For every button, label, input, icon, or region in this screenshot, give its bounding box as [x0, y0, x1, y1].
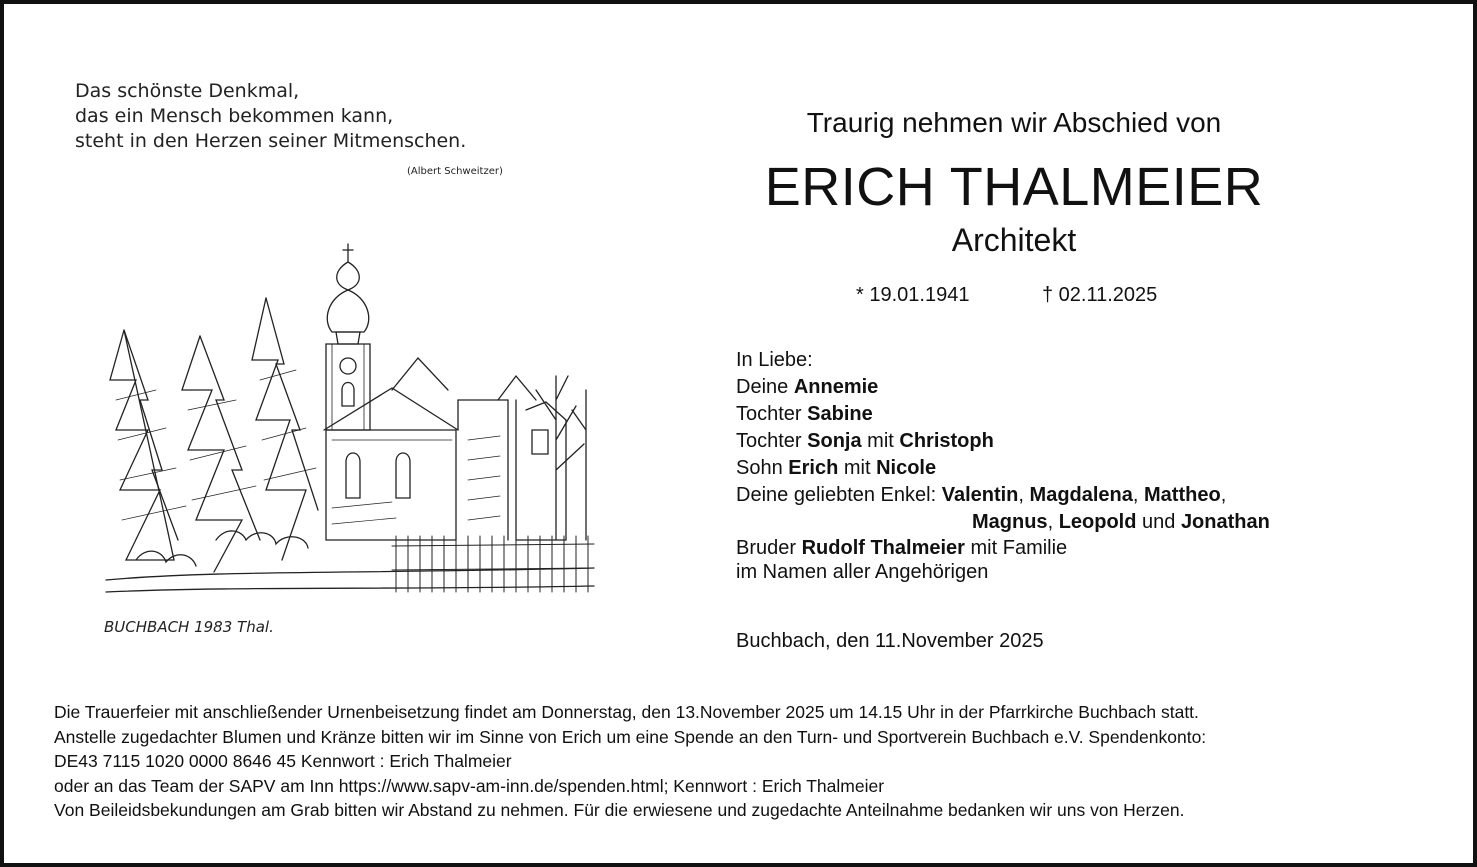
mourners-intro: In Liebe: [736, 349, 813, 371]
place-and-date: Buchbach, den 11.November 2025 [736, 630, 1044, 652]
relation-label: Bruder [736, 537, 802, 559]
quote-line: Das schönste Denkmal, [75, 80, 300, 102]
grandchild-name: Magdalena [1029, 484, 1133, 506]
notice-line: DE43 7115 1020 0000 8646 45 Kennwort : Erich Thalmeier [54, 751, 512, 771]
grandchild-name: Magnus [972, 511, 1048, 533]
quote-author: (Albert Schweitzer) [407, 166, 503, 177]
separator: , [1047, 511, 1059, 533]
grandchildren-line [736, 509, 1270, 536]
birth-date: * 19.01.1941 [856, 284, 970, 306]
deceased-name: ERICH THALMEIER [764, 157, 1264, 217]
death-date: † 02.11.2025 [1042, 284, 1158, 306]
quote-line: steht in den Herzen seiner Mitmenschen. [75, 130, 467, 152]
relation-label: Deine [736, 376, 794, 398]
quote-line: das ein Mensch bekommen kann, [75, 105, 394, 127]
relation-label: Deine geliebten Enkel: [736, 484, 942, 506]
mourner-line [736, 428, 1270, 455]
mourner-name: Christoph [899, 430, 994, 452]
church-sketch-illustration [96, 240, 596, 644]
connector-text: mit Familie [964, 537, 1068, 559]
grandchild-name: Valentin [941, 484, 1019, 506]
notice-line: Die Trauerfeier mit anschließender Urnenbeisetzung findet am Donnerstag, den 13.November 2025 um 14.15 Uhr in der Pfarrkirche Buchbach statt. [54, 702, 1199, 722]
mourner-line [736, 455, 1270, 482]
notice-line: Anstelle zugedachter Blumen und Kränze bitten wir im Sinne von Erich um eine Spende an den Turn- und Sportverein Buchbach e.V. Spendenkonto: [54, 726, 1207, 747]
deceased-profession: Architekt [951, 222, 1077, 258]
funeral-notice [54, 700, 1206, 823]
relation-label: Sohn [736, 457, 789, 479]
memorial-quote [75, 79, 466, 154]
separator: , [1132, 484, 1145, 506]
separator: , [1220, 484, 1227, 506]
sketch-caption: BUCHBACH 1983 Thal. [104, 618, 274, 636]
mourner-line [736, 536, 1270, 560]
mourners-list [736, 347, 1270, 584]
grandchild-name: Leopold [1058, 511, 1137, 533]
mourner-name: Nicole [876, 457, 937, 479]
notice-line: Von Beileidsbekundungen am Grab bitten wir Abstand zu nehmen. Für die erwiesene und zugedachte Anteilnahme bedanken wir uns von Herzen. [54, 800, 1185, 820]
mourner-name: Sabine [807, 403, 873, 425]
connector-text: mit [861, 430, 900, 452]
grandchild-name: Jonathan [1180, 511, 1270, 533]
mourners-closing: im Namen aller Angehörigen [736, 561, 989, 583]
mourner-name: Annemie [793, 376, 879, 398]
grandchild-name: Mattheo [1144, 484, 1221, 506]
mourner-line [736, 374, 1270, 401]
separator: , [1018, 484, 1030, 506]
relation-label: Tochter [736, 403, 808, 425]
relation-label: Tochter [736, 430, 808, 452]
mourner-line [736, 401, 1270, 428]
mourner-name: Erich [788, 457, 839, 479]
farewell-intro: Traurig nehmen wir Abschied von [806, 107, 1222, 138]
connector-text: und [1136, 511, 1181, 533]
connector-text: mit [838, 457, 877, 479]
mourner-name: Sonja [807, 430, 862, 452]
mourner-name: Rudolf Thalmeier [801, 537, 965, 559]
notice-line: oder an das Team der SAPV am Inn https://www.sapv-am-inn.de/spenden.html; Kennwort : Erich Thalmeier [54, 775, 885, 796]
grandchildren-line [736, 482, 1270, 509]
